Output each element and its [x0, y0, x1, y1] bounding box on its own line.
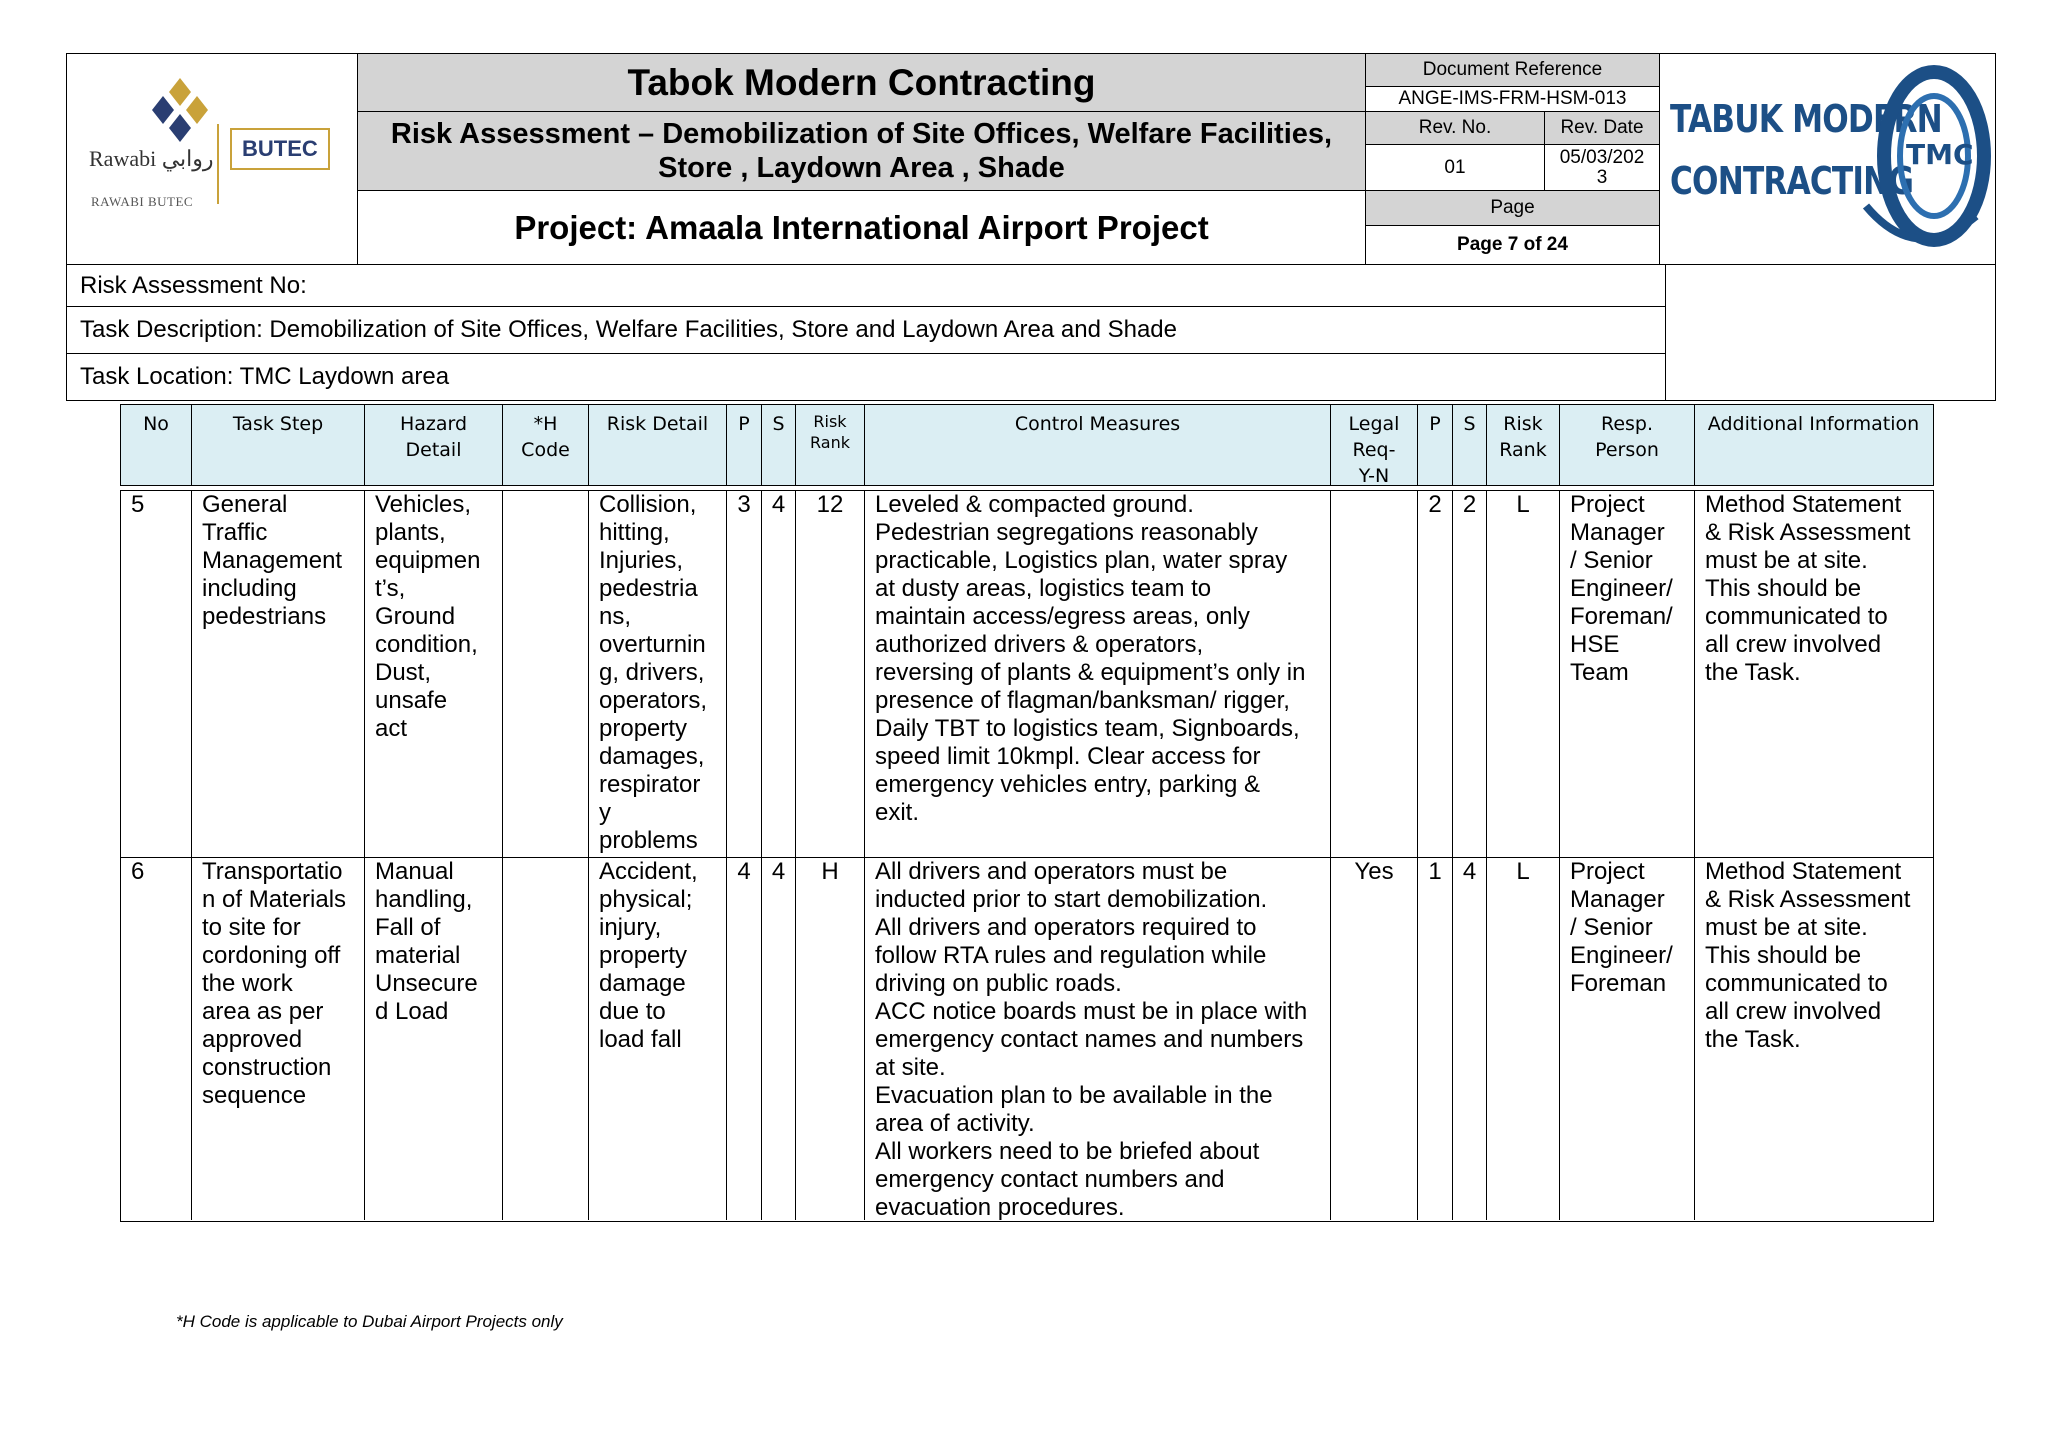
cell-risk-detail: Accident, physical; injury, property damage due to load fall — [588, 858, 726, 1220]
doc-ref-label: Document Reference — [1365, 54, 1659, 87]
risk-table — [120, 490, 1934, 1222]
cell-h-code — [502, 491, 588, 857]
tmc-logo — [1659, 54, 1995, 264]
cell-risk-rank-initial: H — [795, 858, 864, 1220]
col-no: No — [143, 413, 169, 435]
col-risk-detail: Risk Detail — [588, 405, 726, 485]
col-hazard-detail: Hazard Detail — [364, 405, 502, 485]
cell-no: 6 — [131, 858, 145, 885]
risk-assessment-title: Risk Assessment – Demobilization of Site Offices, Welfare Facilities, Store , Laydown Area , Shade — [357, 112, 1365, 191]
rev-no-value: 01 — [1365, 145, 1544, 191]
page-label: Page — [1365, 191, 1659, 226]
cell-s-initial: 4 — [761, 491, 795, 857]
cell-control-measures: Leveled & compacted ground. Pedestrian segregations reasonably practicable, Logistics plan, water spray at dusty areas, logistics team to maintain access/egress areas, only authorized drivers & operators, reversing of plants & equipment’s only in presence of flagman/banksman/ rigger, Daily TBT to logistics team, Signboards, speed limit 10kmpl. Clear access for emergency vehicles entry, parking & exit. — [864, 491, 1330, 857]
butec-logo-text: BUTEC — [230, 128, 330, 170]
cell-p-residual: 1 — [1417, 858, 1452, 1220]
column-header-row — [120, 404, 1934, 486]
cell-risk-rank-initial: 12 — [795, 491, 864, 857]
cell-p-initial: 3 — [726, 491, 761, 857]
document-header — [66, 53, 1996, 401]
cell-s-residual: 4 — [1452, 858, 1486, 1220]
col-risk-rank-initial: Risk Rank — [795, 405, 864, 485]
risk-assessment-no: Risk Assessment No: — [67, 264, 1665, 307]
page-number: Page 7 of 24 — [1365, 226, 1659, 264]
table-row — [121, 491, 1933, 857]
cell-p-residual: 2 — [1417, 491, 1452, 857]
project-title: Project: Amaala International Airport Project — [357, 191, 1365, 264]
col-s-residual: S — [1452, 405, 1486, 485]
cell-task-step: Transportatio n of Materials to site for cordoning off the work area as per approved construction sequence — [191, 858, 364, 1220]
company-title: Tabok Modern Contracting — [357, 54, 1365, 112]
cell-s-residual: 2 — [1452, 491, 1486, 857]
rev-date-value: 05/03/202 3 — [1544, 145, 1659, 191]
rawabi-logo-arabic: روابي — [161, 146, 214, 171]
col-legal-req: Legal Req- Y-N — [1330, 405, 1417, 485]
tmc-logo-line2: CONTRACTING — [1670, 159, 1914, 203]
col-resp-person: Resp. Person — [1559, 405, 1694, 485]
cell-control-measures: All drivers and operators must be inducted prior to start demobilization. All drivers and operators required to follow RTA rules and regulation while driving on public roads. ACC notice boards must be in place with emergency contact names and numbers at site. Evacuation plan to be available in the area of activity. All workers need to be briefed about emergency contact numbers and evacuation procedures. — [864, 858, 1330, 1220]
cell-h-code — [502, 858, 588, 1220]
tmc-logo-line1: TABUK MODERN — [1670, 97, 1942, 141]
col-control-measures: Control Measures — [864, 405, 1330, 485]
cell-hazard-detail: Manual handling, Fall of material Unsecure d Load — [364, 858, 502, 1220]
doc-ref-value: ANGE-IMS-FRM-HSM-013 — [1365, 87, 1659, 112]
cell-legal-req: Yes — [1330, 858, 1417, 1220]
cell-additional-info: Method Statement & Risk Assessment must be at site. This should be communicated to all crew involved the Task. — [1694, 491, 1932, 857]
cell-p-initial: 4 — [726, 858, 761, 1220]
cell-task-step: General Traffic Management including pedestrians — [191, 491, 364, 857]
rawabi-diamond-icon — [145, 76, 215, 146]
col-s-initial: S — [761, 405, 795, 485]
task-location: Task Location: TMC Laydown area — [80, 363, 450, 390]
cell-resp-person: Project Manager / Senior Engineer/ Foreman — [1559, 858, 1694, 1220]
cell-risk-rank-residual: L — [1486, 858, 1559, 1220]
rawabi-butec-logo — [67, 54, 357, 264]
info-side-blank — [1665, 264, 1995, 400]
col-h-code: *H Code — [502, 405, 588, 485]
cell-risk-rank-residual: L — [1486, 491, 1559, 857]
rev-no-label: Rev. No. — [1365, 112, 1544, 145]
col-risk-rank-residual: Risk Rank — [1486, 405, 1559, 485]
cell-s-initial: 4 — [761, 858, 795, 1220]
task-description: Task Description: Demobilization of Site Offices, Welfare Facilities, Store and Laydown Area and Shade — [67, 307, 1665, 354]
cell-resp-person: Project Manager / Senior Engineer/ Foreman/ HSE Team — [1559, 491, 1694, 857]
cell-additional-info: Method Statement & Risk Assessment must be at site. This should be communicated to all crew involved the Task. — [1694, 858, 1932, 1220]
rawabi-logo-text: Rawabi — [89, 146, 157, 171]
col-additional-info: Additional Information — [1694, 405, 1932, 485]
cell-legal-req — [1330, 491, 1417, 857]
h-code-footnote: *H Code is applicable to Dubai Airport Projects only — [176, 1312, 563, 1331]
rawabi-butec-subtext: RAWABI BUTEC — [91, 194, 194, 209]
tmc-mark-text: TMC — [1906, 138, 1974, 171]
rev-date-label: Rev. Date — [1544, 112, 1659, 145]
cell-hazard-detail: Vehicles, plants, equipmen t’s, Ground condition, Dust, unsafe act — [364, 491, 502, 857]
cell-no: 5 — [131, 491, 145, 518]
col-p-initial: P — [726, 405, 761, 485]
col-p-residual: P — [1417, 405, 1452, 485]
cell-risk-detail: Collision, hitting, Injuries, pedestria ns, overturnin g, drivers, operators, property damages, respirator y problems — [588, 491, 726, 857]
col-task-step: Task Step — [191, 405, 364, 485]
table-row — [121, 857, 1933, 1220]
